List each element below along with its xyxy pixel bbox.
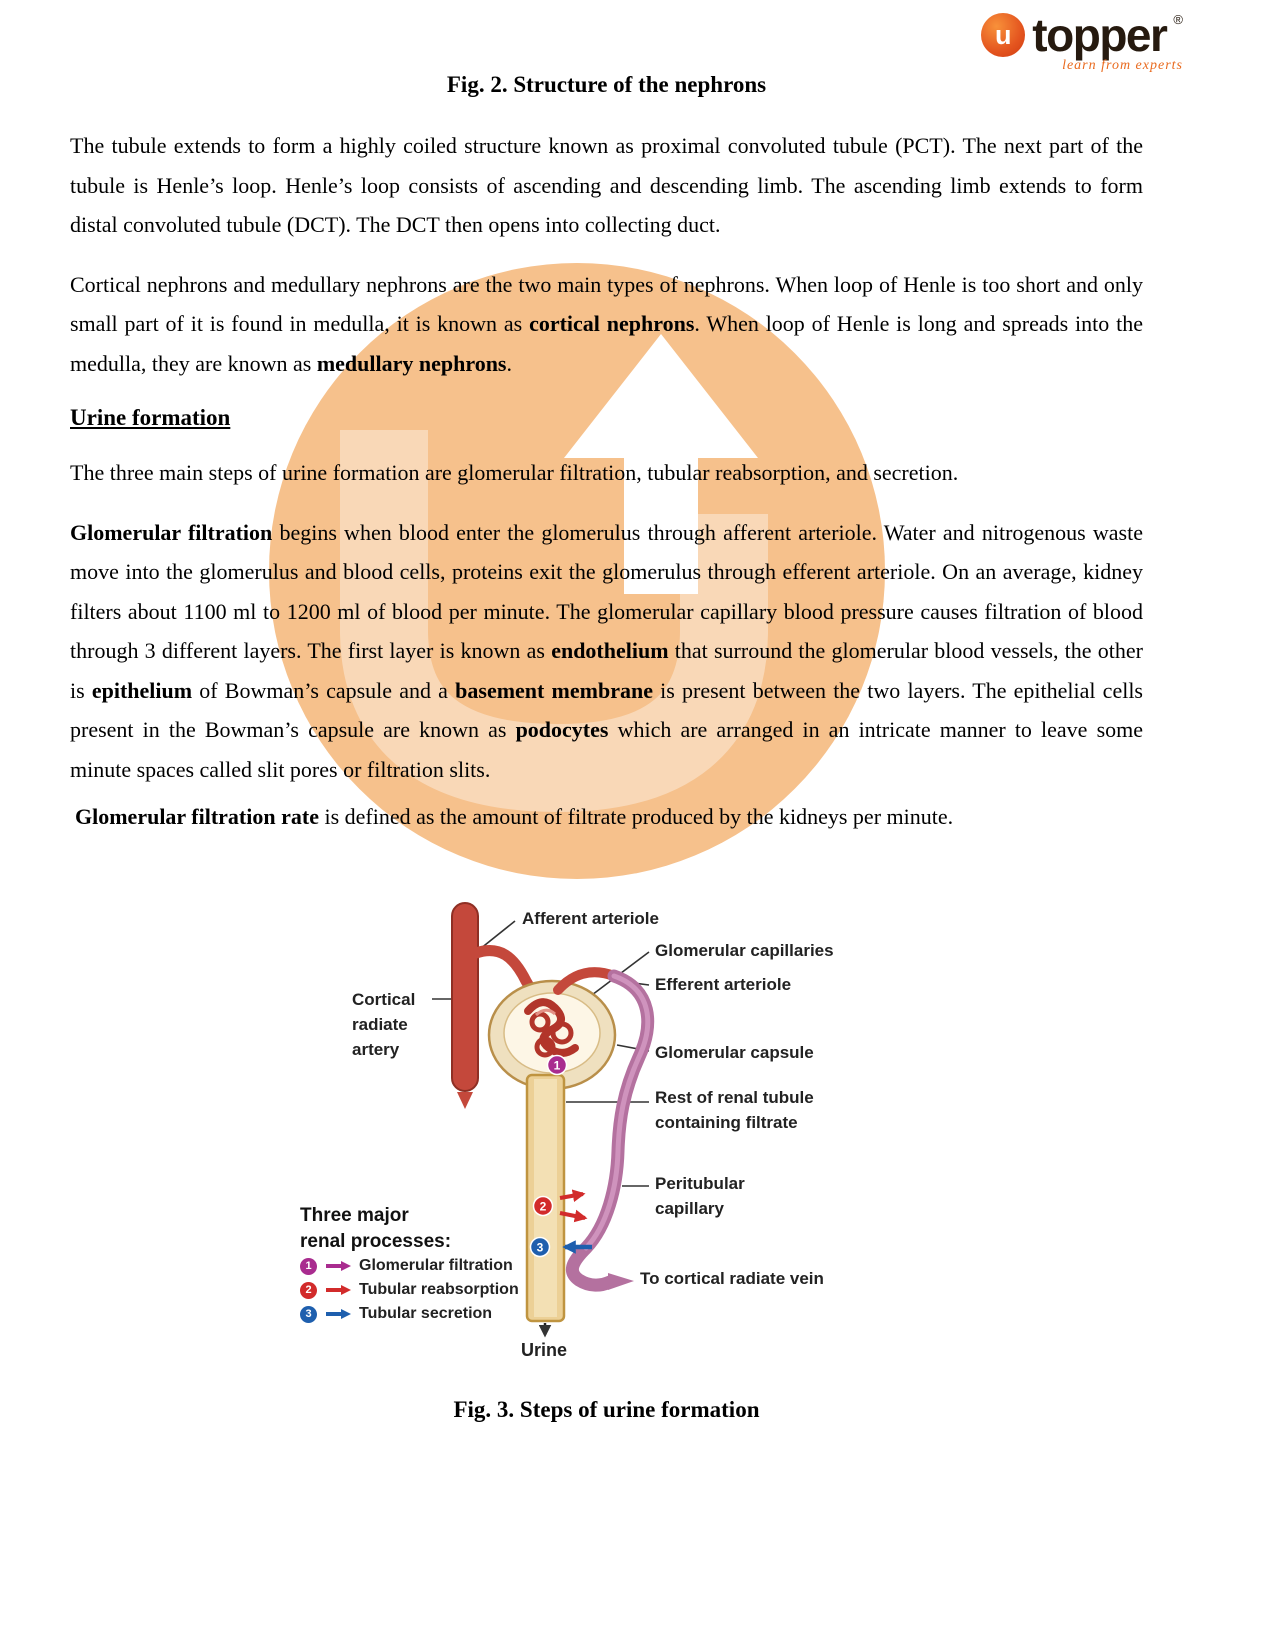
label-cortical-line2: radiate: [352, 1014, 408, 1034]
label-afferent-arteriole: Afferent arteriole: [522, 908, 659, 928]
legend-label-2: Tubular reabsorption: [359, 1281, 519, 1299]
to-vein-arrow: [608, 1273, 634, 1290]
logo-row: [981, 9, 1183, 61]
logo-tagline: learn from experts: [1062, 58, 1183, 73]
urine-formation-heading: Urine formation: [70, 405, 231, 430]
label-peritubular-line1: Peritubular: [655, 1173, 745, 1193]
registered-mark: ®: [1173, 12, 1183, 27]
legend-label-3: Tubular secretion: [359, 1305, 493, 1323]
paragraph-pct-tubule: The tubule extends to form a highly coiled structure known as proximal convoluted tubule (PCT). The next part of the tubule is Henle’s loop. Henle’s loop consists of ascending and descending limb. The ascending limb extends to form distal convoluted tubule (DCT). The DCT then opens into collecting duct.: [70, 133, 1143, 237]
legend-arrow-1-icon: [324, 1260, 352, 1272]
label-cortical-radiate-artery: [352, 987, 415, 1062]
fig2-caption: Fig. 2. Structure of the nephrons: [446, 72, 767, 97]
legend-label-1: Glomerular filtration: [359, 1257, 513, 1275]
legend-title-line2: renal processes:: [300, 1230, 452, 1252]
legend-num-3: 3: [300, 1306, 317, 1323]
legend-num-2: 2: [300, 1282, 317, 1299]
paragraph-nephron-types: Cortical nephrons and medullary nephrons are the two main types of nephrons. When loop of Henle is too short and only small part of it is found in medulla, it is known as cortical nephrons. When loop of Henle is long and spreads into the medulla, they are known as medullary nephrons.: [70, 271, 1143, 376]
label-cortical-line1: Cortical: [352, 989, 416, 1009]
legend-num-1: 1: [300, 1258, 317, 1275]
label-cortical-line3: artery: [352, 1039, 400, 1059]
fig3-caption: Fig. 3. Steps of urine formation: [453, 1396, 760, 1422]
legend: [300, 1257, 519, 1324]
legend-arrow-3-icon: [324, 1308, 352, 1320]
step-1-number: 1: [553, 1058, 561, 1072]
label-glomerular-capsule: Glomerular capsule: [655, 1042, 814, 1062]
step-3-number: 3: [536, 1240, 544, 1254]
logo-icon-letter: u: [995, 19, 1012, 50]
legend-title-line1: Three major: [300, 1204, 409, 1226]
label-peritubular-capillary: [655, 1171, 745, 1221]
paragraph-urine-steps: The three main steps of urine formation are glomerular filtration, tubular reabsorption, and secretion.: [70, 460, 959, 485]
label-peritubular-line2: capillary: [655, 1198, 724, 1218]
label-rest-tubule-line2: containing filtrate: [655, 1112, 798, 1132]
nephron-drawing: [0, 895, 1275, 1381]
label-glomerular-capillaries: Glomerular capillaries: [655, 940, 834, 960]
legend-item-tubular-secretion: [300, 1305, 519, 1324]
nephron-diagram: [0, 895, 1275, 1381]
paragraph-gfr: Glomerular filtration rate is defined as the amount of filtrate produced by the kidneys per minute.: [75, 804, 954, 829]
step-2-number: 2: [539, 1199, 547, 1213]
label-to-cortical-radiate-vein: To cortical radiate vein: [640, 1268, 824, 1288]
paragraph-glomerular-filtration: Glomerular filtration begins when blood enter the glomerulus through afferent arteriole. Water and nitrogenous waste move into the glomerulus and blood cells, proteins exit the glomerulus through efferent arteriole. On an average, kidney filters about 1100 ml to 1200 ml of blood per minute. The glomerular capillary blood pressure causes filtration of blood through 3 different layers. The first layer is known as endothelium that surround the glomerular blood vessels, the other is epithelium of Bowman’s capsule and a basement membrane is present between the two layers. The epithelial cells present in the Bowman’s capsule are known as podocytes which are arranged in an intricate manner to leave some minute spaces called slit pores or filtration slits.: [70, 519, 1144, 782]
label-urine: Urine: [521, 1339, 568, 1360]
topper-logo: [981, 9, 1183, 74]
efferent-arteriole-shape: [558, 972, 614, 990]
cortical-radiate-artery-shape: [452, 903, 478, 1109]
label-rest-tubule-line1: Rest of renal tubule: [655, 1087, 814, 1107]
logo-brand-text: topper: [1032, 9, 1167, 61]
legend-arrow-2-icon: [324, 1284, 352, 1296]
topper-u-icon: [981, 13, 1025, 57]
label-efferent-arteriole: Efferent arteriole: [655, 974, 792, 994]
label-rest-of-renal-tubule: [655, 1085, 814, 1135]
